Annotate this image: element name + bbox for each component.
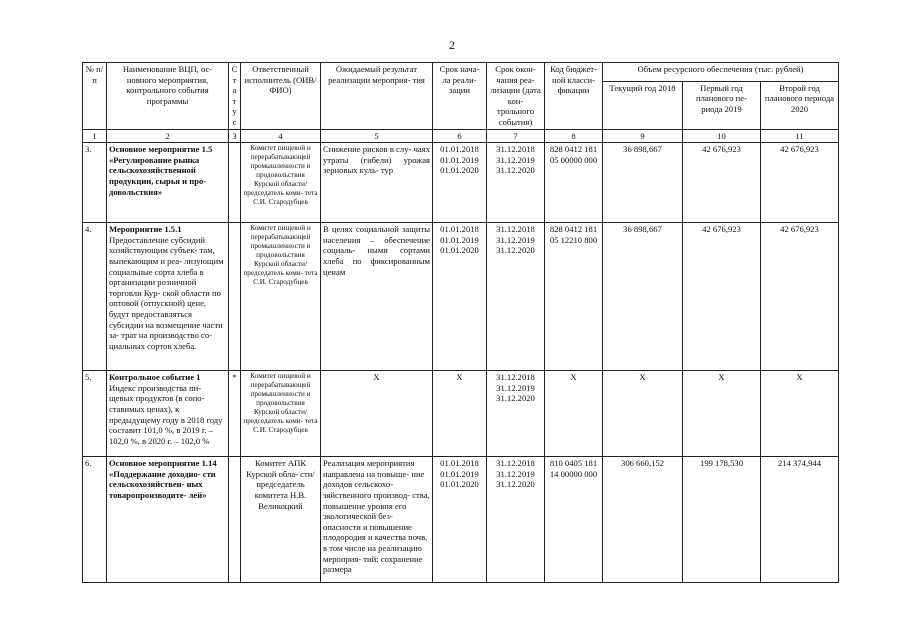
column-number: 11 <box>761 129 839 143</box>
row-name <box>107 457 229 583</box>
row-kbk: 828 0412 181 05 12210 800 <box>545 223 603 371</box>
row-name-bold: Основное мероприятие 1.5 «Регулирование рынка сельскохозяйственной продукции, сырья и про- довольствия» <box>109 144 213 197</box>
header-start: Срок нача- ла реали- зации <box>433 63 487 130</box>
table-row <box>83 223 839 371</box>
header-year-2019: Первый год планового пе- риода 2019 <box>683 81 761 129</box>
row-amount-2019: 42 676,923 <box>683 143 761 223</box>
row-amount-2020: Х <box>761 371 839 457</box>
row-executor: Комитет АПК Курской обла- сти/председатель комитета Н.В. Великоцкий <box>241 457 321 583</box>
header-end: Срок окон- чания реа- лизации (дата кон- трольного события) <box>487 63 545 130</box>
row-amount-2020: 214 374,944 <box>761 457 839 583</box>
column-numbers-row <box>83 129 839 143</box>
header-status: С т а т у с <box>229 63 241 130</box>
row-start: Х <box>433 371 487 457</box>
row-end: 31.12.2018 31.12.2019 31.12.2020 <box>487 143 545 223</box>
row-status <box>229 457 241 583</box>
column-number: 9 <box>603 129 683 143</box>
row-kbk: 810 0405 181 14 00000 000 <box>545 457 603 583</box>
row-num: 4. <box>83 223 107 371</box>
column-number: 4 <box>241 129 321 143</box>
header-kbk: Код бюджет- ной класси- фикации <box>545 63 603 130</box>
row-executor: Комитет пищевой и перерабатывающей промышленности и продовольствия Курской области/ председатель коми- тета С.И. Стародубцев <box>241 371 321 457</box>
page-number: 2 <box>449 38 455 52</box>
table-row <box>83 143 839 223</box>
row-amount-2019: 42 676,923 <box>683 223 761 371</box>
column-number: 3 <box>229 129 241 143</box>
row-end: 31.12.2018 31.12.2019 31.12.2020 <box>487 457 545 583</box>
header-year-2020: Второй год планового периода 2020 <box>761 81 839 129</box>
row-executor: Комитет пищевой и перерабатывающей промышленности и продовольствия Курской области/ председатель коми- тета С.И. Стародубцев <box>241 143 321 223</box>
row-amount-2018: Х <box>603 371 683 457</box>
row-amount-2018: 36 898,667 <box>603 143 683 223</box>
row-status <box>229 223 241 371</box>
column-number: 7 <box>487 129 545 143</box>
row-name <box>107 223 229 371</box>
row-end: 31.12.2018 31.12.2019 31.12.2020 <box>487 371 545 457</box>
header-name: Наименование ВЦП, ос- новного мероприятия, контрольного события программы <box>107 63 229 130</box>
row-start: 01.01.2018 01.01.2019 01.01.2020 <box>433 457 487 583</box>
row-status: * <box>229 371 241 457</box>
header-year-2018: Текущий год 2018 <box>603 81 683 129</box>
row-result: Снижение рисков в слу- чаях утраты (гибели) урожая зерновых куль- тур <box>321 143 433 223</box>
header-row <box>83 63 839 82</box>
row-amount-2019: Х <box>683 371 761 457</box>
column-number: 6 <box>433 129 487 143</box>
row-name-description: Индекс производства пи- щевых продуктов (в сопо- ставимых ценах), к предыдущему году в 2018 году составит 101,0 %, в 2019 г. – 102,0 %, в 2020 г. – 102,0 % <box>109 382 223 446</box>
row-start: 01.01.2018 01.01.2019 01.01.2020 <box>433 143 487 223</box>
header-num: № п/ п <box>83 63 107 130</box>
row-kbk: 828 0412 181 05 00000 000 <box>545 143 603 223</box>
column-number: 2 <box>107 129 229 143</box>
row-amount-2019: 199 178,530 <box>683 457 761 583</box>
table-row <box>83 371 839 457</box>
row-name-bold: Мероприятие 1.5.1 <box>109 224 182 235</box>
table-row <box>83 457 839 583</box>
column-number: 5 <box>321 129 433 143</box>
row-kbk: Х <box>545 371 603 457</box>
row-name-bold: Основное мероприятие 1.14 «Поддержание доходно- сти сельскохозяйствен- ных товаропроизводите- лей» <box>109 458 217 500</box>
row-name-description: Предоставление субсидий хозяйствующим субъек- там, выпекающим и реа- лизующим социальные сорта хлеба в организации розничной торговли Кур- ской области по оптовой (отпускной) цене, будут предоставляться субсидии на возмещение части за- трат на производство со- циальных сортов хлеба. <box>109 234 224 351</box>
row-end: 31.12.2018 31.12.2019 31.12.2020 <box>487 223 545 371</box>
row-amount-2020: 42 676,923 <box>761 223 839 371</box>
header-result: Ожидаемый результат реализации мероприя- тия <box>321 63 433 130</box>
row-num: 3. <box>83 143 107 223</box>
row-start: 01.01.2018 01.01.2019 01.01.2020 <box>433 223 487 371</box>
row-result: Х <box>321 371 433 457</box>
row-result: Реализация мероприятия направлена на повыше- ние доходов сельскохо- зяйственного производ- ства, повышение уровня его экологической без- опасности и повышение плодородия и качества почв, в том числе на реализацию мероприя- тий: сохранение размера <box>321 457 433 583</box>
row-executor: Комитет пищевой и перерабатывающей промышленности и продовольствия Курской области/ председатель коми- тета С.И. Стародубцев <box>241 223 321 371</box>
row-num: 6. <box>83 457 107 583</box>
column-number: 8 <box>545 129 603 143</box>
row-amount-2020: 42 676,923 <box>761 143 839 223</box>
row-name <box>107 143 229 223</box>
header-executor: Ответственный исполнитель (ОИВ/ФИО) <box>241 63 321 130</box>
column-number: 10 <box>683 129 761 143</box>
row-num: 5. <box>83 371 107 457</box>
row-amount-2018: 36 898,667 <box>603 223 683 371</box>
header-resources-group: Объем ресурсного обеспечения (тыс. рублей) <box>603 63 839 82</box>
resource-table <box>82 62 839 583</box>
column-number: 1 <box>83 129 107 143</box>
row-name-bold: Контрольное событие 1 <box>109 372 201 383</box>
row-status <box>229 143 241 223</box>
row-name <box>107 371 229 457</box>
row-result: В целях социальной защиты населения – обеспечение социаль- ными сортами хлеба по фиксированным ценам <box>321 223 433 371</box>
row-amount-2018: 306 660,152 <box>603 457 683 583</box>
